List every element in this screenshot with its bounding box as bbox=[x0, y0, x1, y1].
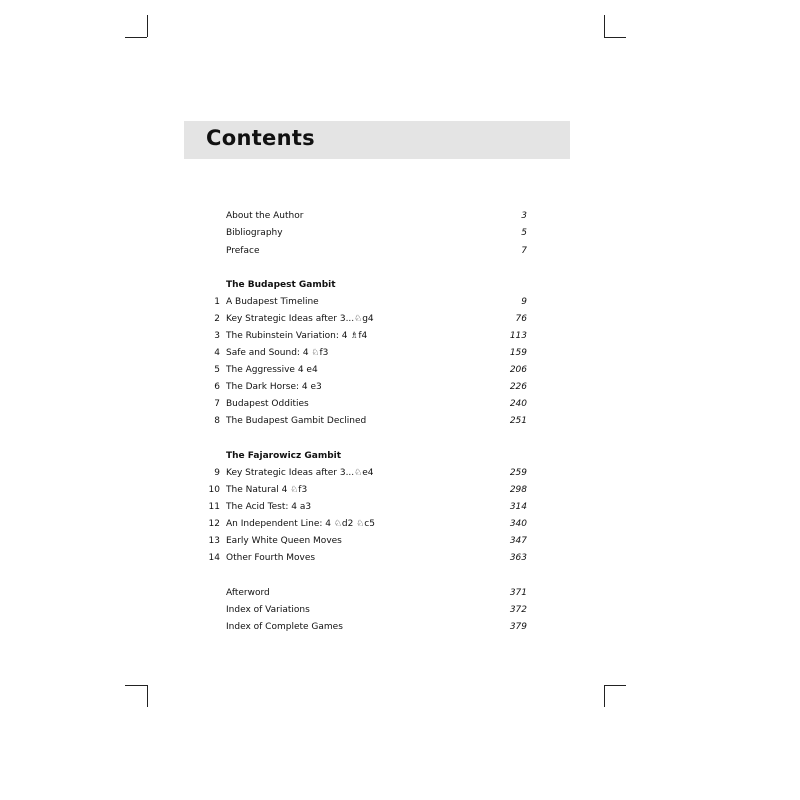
section-heading: The Fajarowicz Gambit bbox=[226, 451, 342, 461]
toc-entry-page: 372 bbox=[509, 605, 527, 615]
toc-chapter[interactable] bbox=[200, 311, 530, 327]
chapter-title: The Dark Horse: 4 e3 bbox=[226, 382, 322, 392]
chapter-title: Early White Queen Moves bbox=[226, 536, 342, 546]
chapter-title: The Budapest Gambit Declined bbox=[226, 416, 367, 426]
toc-entry-label: Index of Variations bbox=[226, 605, 310, 615]
toc-entry-page: 7 bbox=[521, 246, 527, 256]
toc-chapter[interactable] bbox=[200, 328, 530, 344]
chapter-number: 7 bbox=[214, 399, 220, 409]
chapter-number: 4 bbox=[214, 348, 220, 358]
crop-mark-bottom-left-h bbox=[125, 685, 147, 686]
chapter-page: 340 bbox=[509, 519, 527, 529]
chapter-number: 5 bbox=[214, 365, 220, 375]
toc-chapter[interactable] bbox=[200, 499, 530, 515]
toc-chapter[interactable] bbox=[200, 362, 530, 378]
toc-chapter[interactable] bbox=[200, 413, 530, 429]
toc-chapter[interactable] bbox=[200, 516, 530, 532]
section-heading: The Budapest Gambit bbox=[226, 280, 336, 290]
page-title: Contents bbox=[206, 126, 315, 150]
chapter-number: 11 bbox=[208, 502, 220, 512]
toc-entry[interactable] bbox=[200, 243, 530, 259]
toc-chapter[interactable] bbox=[200, 294, 530, 310]
toc-entry-label: About the Author bbox=[226, 211, 304, 221]
toc-entry-page: 3 bbox=[521, 211, 527, 221]
toc-entry-label: Preface bbox=[226, 246, 260, 256]
toc-entry[interactable] bbox=[200, 619, 530, 635]
chapter-page: 363 bbox=[509, 553, 527, 563]
chapter-title: Other Fourth Moves bbox=[226, 553, 316, 563]
toc-entry-page: 5 bbox=[521, 228, 527, 238]
chapter-number: 3 bbox=[214, 331, 220, 341]
crop-mark-bottom-right-h bbox=[604, 685, 626, 686]
chapter-page: 298 bbox=[509, 485, 527, 495]
chapter-page: 314 bbox=[509, 502, 527, 512]
toc-entry-page: 379 bbox=[509, 622, 527, 632]
chapter-page: 9 bbox=[521, 297, 527, 307]
chapter-title: The Acid Test: 4 a3 bbox=[226, 502, 312, 512]
toc-entry[interactable] bbox=[200, 585, 530, 601]
chapter-page: 240 bbox=[509, 399, 527, 409]
chapter-title: Key Strategic Ideas after 3...♘g4 bbox=[226, 314, 374, 324]
crop-mark-top-left-v bbox=[147, 15, 148, 37]
chapter-number: 1 bbox=[214, 297, 220, 307]
chapter-title: An Independent Line: 4 ♘d2 ♘c5 bbox=[226, 519, 375, 529]
chapter-number: 8 bbox=[214, 416, 220, 426]
toc-entry[interactable] bbox=[200, 602, 530, 618]
chapter-title: Budapest Oddities bbox=[226, 399, 309, 409]
crop-mark-top-right-v bbox=[604, 15, 605, 37]
toc-entry-label: Index of Complete Games bbox=[226, 622, 343, 632]
chapter-number: 14 bbox=[208, 553, 220, 563]
toc-entry-label: Afterword bbox=[226, 588, 270, 598]
crop-mark-bottom-left-v bbox=[147, 685, 148, 707]
chapter-number: 13 bbox=[208, 536, 220, 546]
chapter-number: 12 bbox=[208, 519, 220, 529]
toc-entry-label: Bibliography bbox=[226, 228, 283, 238]
toc-entry[interactable] bbox=[200, 208, 530, 224]
chapter-title: A Budapest Timeline bbox=[226, 297, 319, 307]
chapter-page: 76 bbox=[515, 314, 527, 324]
chapter-number: 10 bbox=[208, 485, 220, 495]
chapter-page: 159 bbox=[509, 348, 527, 358]
chapter-page: 251 bbox=[509, 416, 527, 426]
chapter-title: The Aggressive 4 e4 bbox=[226, 365, 318, 375]
toc-entry[interactable] bbox=[200, 225, 530, 241]
chapter-page: 259 bbox=[509, 468, 527, 478]
chapter-number: 2 bbox=[214, 314, 220, 324]
chapter-title: Safe and Sound: 4 ♘f3 bbox=[226, 348, 329, 358]
crop-mark-top-right-h bbox=[604, 37, 626, 38]
toc-chapter[interactable] bbox=[200, 533, 530, 549]
toc-entry-page: 371 bbox=[509, 588, 527, 598]
toc-chapter[interactable] bbox=[200, 396, 530, 412]
chapter-number: 6 bbox=[214, 382, 220, 392]
toc-chapter[interactable] bbox=[200, 482, 530, 498]
toc-chapter[interactable] bbox=[200, 345, 530, 361]
chapter-page: 206 bbox=[509, 365, 527, 375]
chapter-page: 113 bbox=[509, 331, 527, 341]
chapter-title: The Rubinstein Variation: 4 ♗f4 bbox=[226, 331, 368, 341]
toc-chapter[interactable] bbox=[200, 465, 530, 481]
chapter-number: 9 bbox=[214, 468, 220, 478]
crop-mark-bottom-right-v bbox=[604, 685, 605, 707]
toc-chapter[interactable] bbox=[200, 379, 530, 395]
chapter-title: Key Strategic Ideas after 3...♘e4 bbox=[226, 468, 374, 478]
toc-chapter[interactable] bbox=[200, 550, 530, 566]
chapter-page: 347 bbox=[509, 536, 527, 546]
chapter-title: The Natural 4 ♘f3 bbox=[226, 485, 308, 495]
crop-mark-top-left-h bbox=[125, 37, 147, 38]
chapter-page: 226 bbox=[509, 382, 527, 392]
